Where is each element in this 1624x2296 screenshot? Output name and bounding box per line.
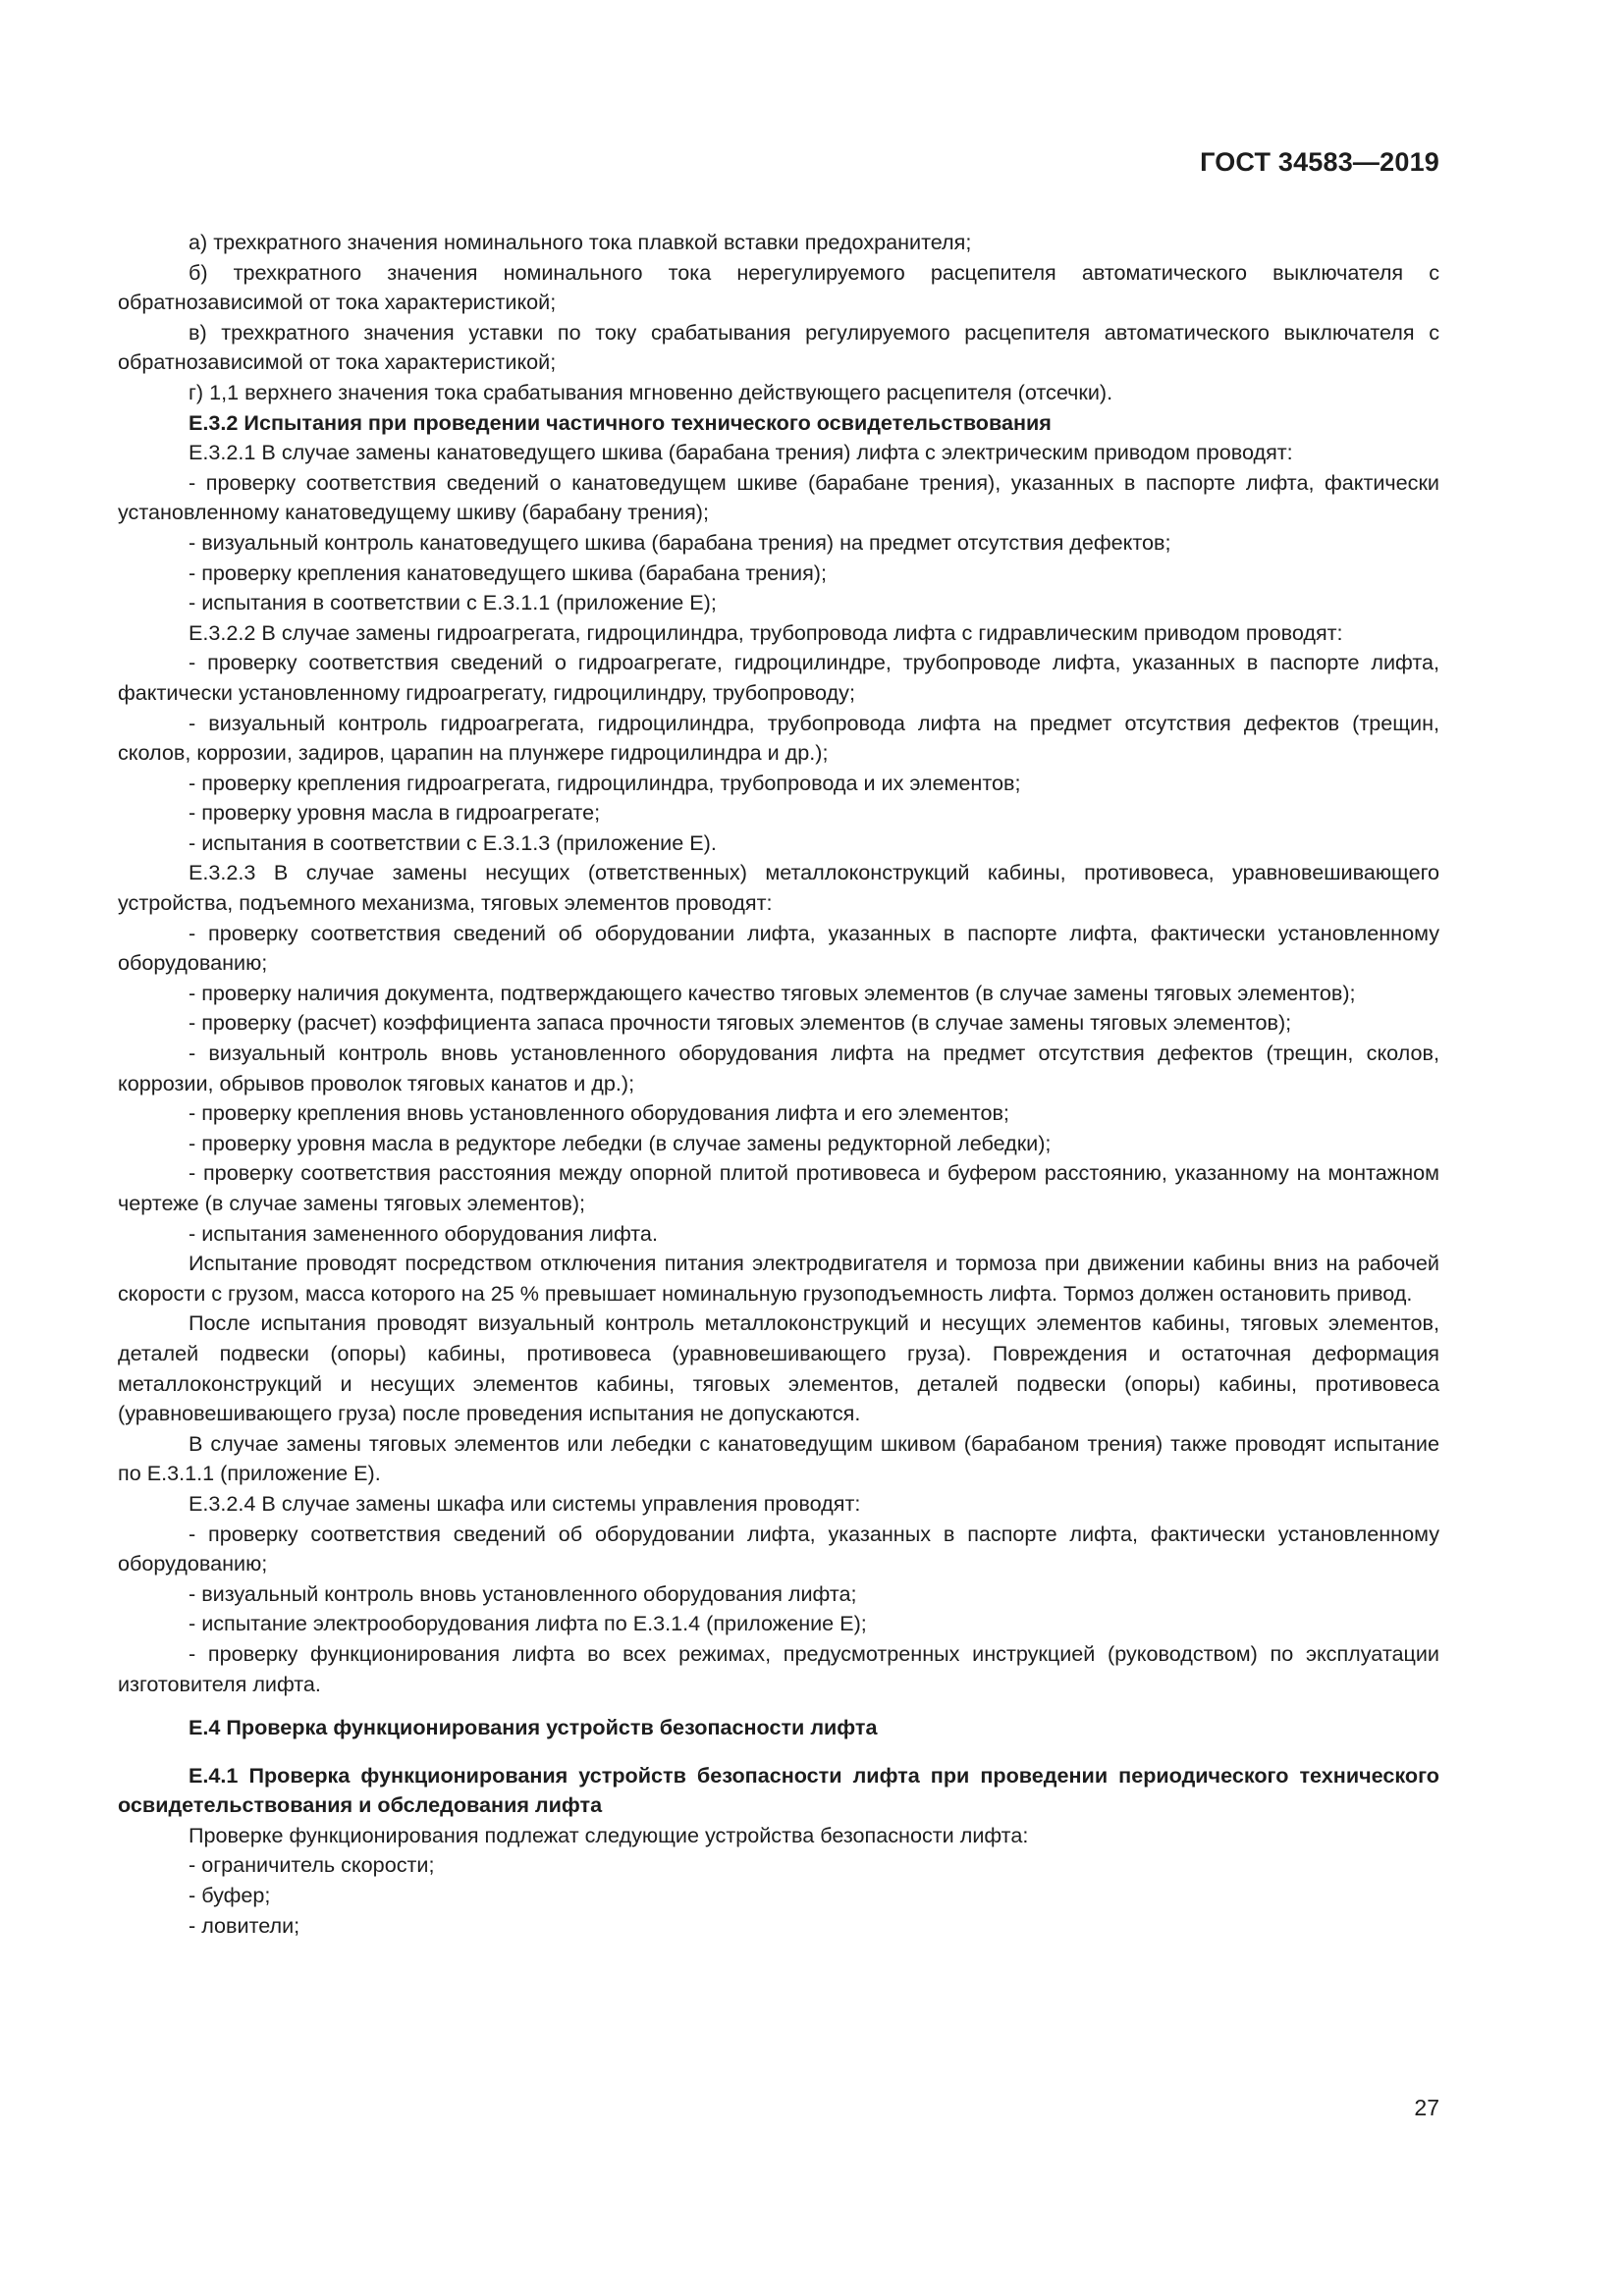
paragraph: г) 1,1 верхнего значения тока срабатывания мгновенно действующего расцепителя (отсечки). <box>189 379 1113 404</box>
paragraph: Е.3.2.1 В случае замены канатоведущего шкива (барабана трения) лифта с электрическим приводом проводят: <box>189 440 1293 465</box>
list-item: - испытания замененного оборудования лифта. <box>189 1220 658 1246</box>
list-item: - визуальный контроль канатоведущего шкива (барабана трения) на предмет отсутствия дефектов; <box>189 529 1171 555</box>
list-item: - визуальный контроль гидроагрегата, гидроцилиндра, трубопровода лифта на предмет отсутствия дефектов (трещин, сколов, коррозии, задиров, царапин на плунжере гидроцилиндра и др.); <box>118 710 1439 766</box>
paragraph: а) трехкратного значения номинального тока плавкой вставки предохранителя; <box>189 230 972 254</box>
section-heading-e32: Е.3.2 Испытания при проведении частичного технического освидетельствования <box>189 409 1052 435</box>
paragraph: Е.3.2.4 В случае замены шкафа или системы управления проводят: <box>189 1490 861 1516</box>
list-item: - проверку (расчет) коэффициента запаса прочности тяговых элементов (в случае замены тяговых элементов); <box>189 1010 1292 1036</box>
list-item: - проверку соответствия сведений о канатоведущем шкиве (барабане трения), указанных в паспорте лифта, фактически установленному канатоведущему шкиву (барабану трения); <box>118 469 1439 525</box>
list-item: - проверку соответствия расстояния между опорной плитой противовеса и буфером расстоянию, указанному на монтажном чертеже (в случае замены тяговых элементов); <box>118 1160 1439 1215</box>
list-item: - проверку крепления вновь установленного оборудования лифта и его элементов; <box>189 1100 1009 1126</box>
paragraph: в) трехкратного значения уставки по току срабатывания регулируемого расцепителя автоматического выключателя с обратнозависимой от тока характеристикой; <box>118 319 1439 375</box>
list-item: - проверку наличия документа, подтверждающего качество тяговых элементов (в случае замены тяговых элементов); <box>189 980 1356 1005</box>
list-item: - проверку соответствия сведений о гидроагрегате, гидроцилиндре, трубопроводе лифта, указанных в паспорте лифта, фактически установленному гидроагрегату, гидроцилиндру, трубопроводу; <box>118 650 1439 705</box>
paragraph: Проверке функционирования подлежат следующие устройства безопасности лифта: <box>189 1822 1029 1847</box>
paragraph: Е.3.2.2 В случае замены гидроагрегата, гидроцилиндра, трубопровода лифта с гидравлическим приводом проводят: <box>189 619 1343 645</box>
list-item: - проверку соответствия сведений об оборудовании лифта, указанных в паспорте лифта, фактически установленному оборудованию; <box>118 1521 1439 1576</box>
page-number: 27 <box>1414 2095 1439 2120</box>
list-item: - проверку уровня масла в редукторе лебедки (в случае замены редукторной лебедки); <box>189 1130 1052 1155</box>
list-item: - испытание электрооборудования лифта по Е.3.1.4 (приложение Е); <box>189 1611 867 1636</box>
list-item: - ловители; <box>189 1912 300 1938</box>
paragraph: Е.3.2.3 В случае замены несущих (ответственных) металлоконструкций кабины, противовеса, уравновешивающего устройства, подъемного механизма, тяговых элементов проводят: <box>118 860 1439 916</box>
list-item: - визуальный контроль вновь установленного оборудования лифта; <box>189 1580 857 1606</box>
list-item: - проверку крепления гидроагрегата, гидроцилиндра, трубопровода и их элементов; <box>189 770 1021 795</box>
list-item: - визуальный контроль вновь установленного оборудования лифта на предмет отсутствия дефектов (трещин, сколов, коррозии, обрывов проволок тяговых канатов и др.); <box>118 1041 1439 1095</box>
paragraph: После испытания проводят визуальный контроль металлоконструкций и несущих элементов кабины, тяговых элементов, деталей подвески (опоры) кабины, противовеса (уравновешивающего груза). Повреждения и остаточная деформация металлоконструкций и несущих элементов кабины, тяговых элементов, деталей подвески (опоры) кабины, противовеса (уравновешивающего груза) после проведения испытания не допускаются. <box>118 1310 1439 1426</box>
list-item: - ограничитель скорости; <box>189 1852 435 1878</box>
section-heading-e41: Е.4.1 Проверка функционирования устройств безопасности лифта при проведении периодического технического освидетельствования и обследования лифта <box>118 1762 1439 1818</box>
document-body <box>118 228 1439 1941</box>
list-item: - проверку крепления канатоведущего шкива (барабана трения); <box>189 560 827 585</box>
paragraph: В случае замены тяговых элементов или лебедки с канатоведущим шкивом (барабаном трения) также проводят испытание по Е.3.1.1 (приложение Е). <box>118 1430 1439 1486</box>
list-item: - испытания в соответствии с Е.3.1.1 (приложение Е); <box>189 590 717 615</box>
list-item: - проверку функционирования лифта во всех режимах, предусмотренных инструкцией (руководством) по эксплуатации изготовителя лифта. <box>118 1640 1439 1696</box>
paragraph: б) трехкратного значения номинального тока нерегулируемого расцепителя автоматического выключателя с обратнозависимой от тока характеристикой; <box>118 259 1439 315</box>
document-code-header: ГОСТ 34583—2019 <box>1200 147 1439 177</box>
list-item: - испытания в соответствии с Е.3.1.3 (приложение Е). <box>189 829 717 855</box>
section-heading-e4: Е.4 Проверка функционирования устройств безопасности лифта <box>189 1715 878 1740</box>
list-item: - буфер; <box>189 1883 271 1908</box>
list-item: - проверку уровня масла в гидроагрегате; <box>189 800 601 826</box>
paragraph: Испытание проводят посредством отключения питания электродвигателя и тормоза при движении кабины вниз на рабочей скорости с грузом, масса которого на 25 % превышает номинальную грузоподъемность лифта. Тормоз должен остановить привод. <box>118 1251 1439 1306</box>
list-item: - проверку соответствия сведений об оборудовании лифта, указанных в паспорте лифта, фактически установленному оборудованию; <box>118 920 1439 976</box>
